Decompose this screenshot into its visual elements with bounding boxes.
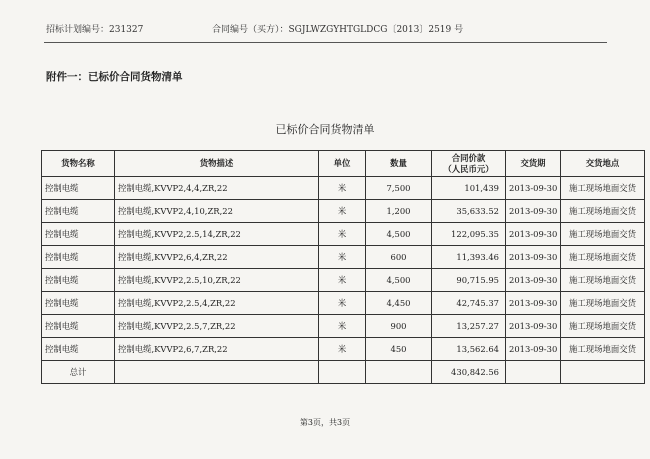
cell-desc: 控制电缆,KVVP2,4,4,ZR,22 [115,177,319,200]
col-header-price-line2: （人民币元） [443,163,494,174]
cell-name: 控制电缆 [42,315,115,338]
cell-desc: 控制电缆,KVVP2,6,4,ZR,22 [115,246,319,269]
cell-date: 2013-09-30 [506,315,561,338]
cell-desc: 控制电缆,KVVP2,2.5,10,ZR,22 [115,269,319,292]
cell-price: 101,439 [432,177,506,200]
cell-place: 施工现场地面交货 [561,177,645,200]
cell-date: 2013-09-30 [506,200,561,223]
cell-unit: 米 [319,315,366,338]
cell-price: 13,562.64 [432,338,506,361]
total-row [42,361,645,384]
total-label: 总计 [42,361,115,384]
cell-place: 施工现场地面交货 [561,338,645,361]
cell-place: 施工现场地面交货 [561,246,645,269]
cell-unit: 米 [319,246,366,269]
annex-title: 附件一：已标价合同货物清单 [46,71,183,83]
cell-name: 控制电缆 [42,292,115,315]
cell-date: 2013-09-30 [506,246,561,269]
col-header-date: 交货期 [506,151,561,177]
table-row [42,177,645,200]
cell-name: 控制电缆 [42,246,115,269]
cell-date: 2013-09-30 [506,177,561,200]
goods-table [41,150,645,384]
cell-price: 90,715.95 [432,269,506,292]
cell-name: 控制电缆 [42,269,115,292]
cell-qty: 900 [366,315,432,338]
cell-qty: 1,200 [366,200,432,223]
table-row [42,223,645,246]
col-header-place: 交货地点 [561,151,645,177]
cell-place: 施工现场地面交货 [561,315,645,338]
cell-desc: 控制电缆,KVVP2,2.5,14,ZR,22 [115,223,319,246]
cell-qty: 4,450 [366,292,432,315]
cell-name: 控制电缆 [42,338,115,361]
col-header-price [432,151,506,177]
cell-date: 2013-09-30 [506,292,561,315]
total-empty-date [506,361,561,384]
cell-price: 122,095.35 [432,223,506,246]
cell-desc: 控制电缆,KVVP2,2.5,4,ZR,22 [115,292,319,315]
cell-place: 施工现场地面交货 [561,292,645,315]
col-header-name: 货物名称 [42,151,115,177]
col-header-desc: 货物描述 [115,151,319,177]
table-row [42,246,645,269]
table-header-row [42,151,645,177]
cell-date: 2013-09-30 [506,223,561,246]
cell-unit: 米 [319,292,366,315]
cell-place: 施工现场地面交货 [561,223,645,246]
cell-name: 控制电缆 [42,200,115,223]
cell-unit: 米 [319,177,366,200]
cell-name: 控制电缆 [42,223,115,246]
cell-unit: 米 [319,223,366,246]
cell-price: 35,633.52 [432,200,506,223]
total-empty-place [561,361,645,384]
cell-name: 控制电缆 [42,177,115,200]
cell-desc: 控制电缆,KVVP2,4,10,ZR,22 [115,200,319,223]
table-row [42,269,645,292]
cell-desc: 控制电缆,KVVP2,6,7,ZR,22 [115,338,319,361]
total-price: 430,842.56 [432,361,506,384]
header-divider [44,42,607,43]
cell-qty: 4,500 [366,223,432,246]
cell-place: 施工现场地面交货 [561,269,645,292]
col-header-price-line1: 合同价款 [451,152,486,163]
cell-qty: 450 [366,338,432,361]
table-title: 已标价合同货物清单 [275,123,375,136]
table-row [42,315,645,338]
cell-price: 42,745.37 [432,292,506,315]
table-row [42,200,645,223]
page-footer: 第3页，共3页 [299,418,351,427]
cell-price: 13,257.27 [432,315,506,338]
total-empty-unit [319,361,366,384]
cell-date: 2013-09-30 [506,338,561,361]
cell-price: 11,393.46 [432,246,506,269]
cell-unit: 米 [319,338,366,361]
cell-unit: 米 [319,269,366,292]
cell-qty: 600 [366,246,432,269]
table-row [42,338,645,361]
col-header-unit: 单位 [319,151,366,177]
col-header-qty: 数量 [366,151,432,177]
contract-number: 合同编号（买方）：SGJLWZGYHTGLDCG〔2013〕2519 号 [212,25,464,35]
tender-plan-number: 招标计划编号：231327 [46,25,144,35]
cell-qty: 4,500 [366,269,432,292]
total-empty-desc [115,361,319,384]
cell-date: 2013-09-30 [506,269,561,292]
cell-desc: 控制电缆,KVVP2,2.5,7,ZR,22 [115,315,319,338]
cell-qty: 7,500 [366,177,432,200]
table-row [42,292,645,315]
cell-place: 施工现场地面交货 [561,200,645,223]
cell-unit: 米 [319,200,366,223]
total-empty-qty [366,361,432,384]
